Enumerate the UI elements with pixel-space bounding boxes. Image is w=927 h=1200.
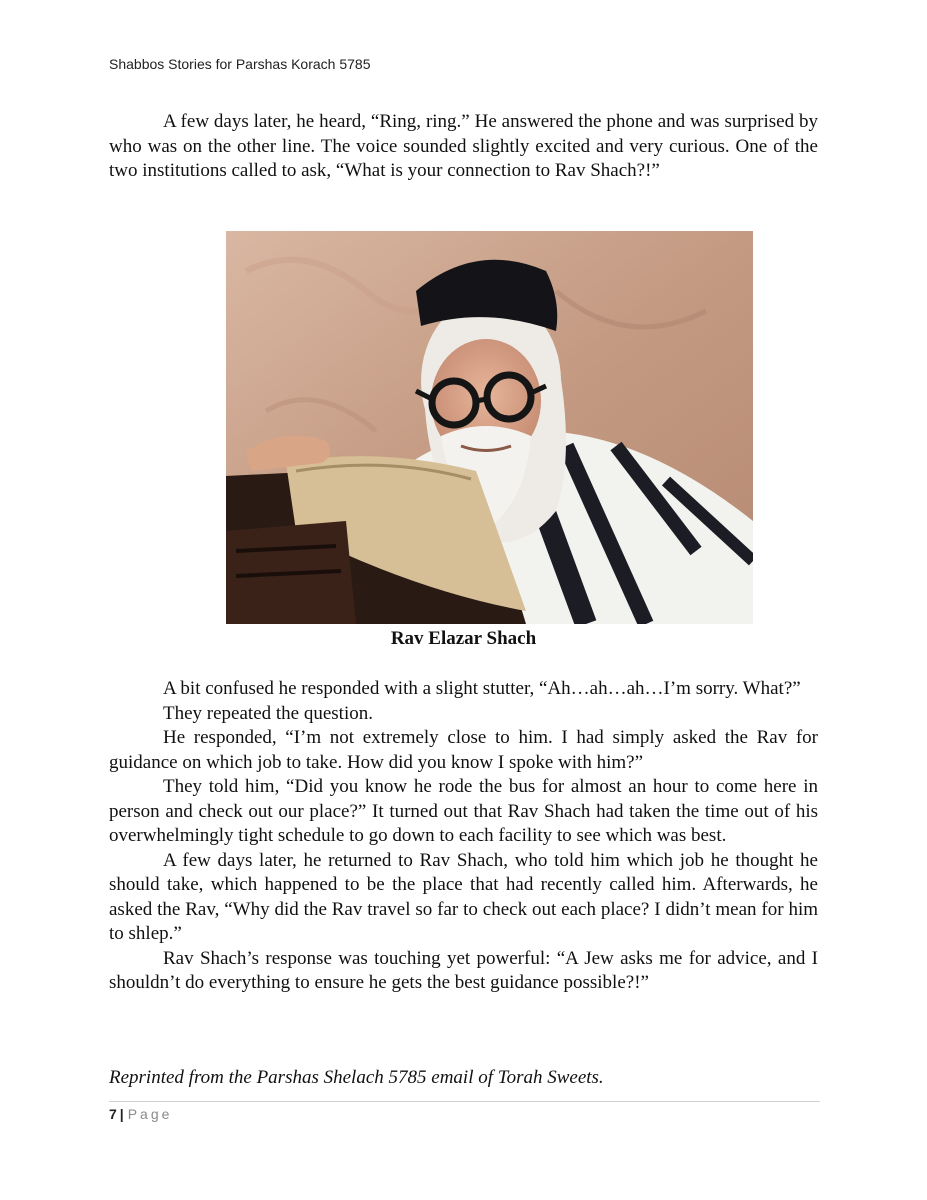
body-paragraph: They repeated the question. — [163, 702, 373, 724]
intro-paragraph: A few days later, he heard, “Ring, ring.” He answered the phone and was surprised by who was on the other line. The voice sounded slightly excited and very curious. One of the two institutions called to ask, “What is your connection to Rav Shach?!” — [109, 111, 818, 181]
body-paragraph: They told him, “Did you know he rode the bus for almost an hour to come here in person and check out our place?” It turned out that Rav Shach had taken the time out of his overwhelmingly tight schedule to go down to each facility to see which was best. — [109, 776, 818, 846]
photo-caption: Rav Elazar Shach — [390, 628, 537, 649]
body-paragraph: Rav Shach’s response was touching yet powerful: “A Jew asks me for advice, and I shouldn’t do everything to ensure he gets the best guidance possible?!” — [109, 947, 818, 993]
running-header: Shabbos Stories for Parshas Korach 5785 — [109, 56, 371, 72]
body-paragraph: A bit confused he responded with a slight stutter, “Ah…ah…ah…I’m sorry. What?” — [163, 678, 801, 699]
page-number: 7 — [109, 1106, 117, 1122]
story-body — [109, 677, 818, 996]
body-paragraph: He responded, “I’m not extremely close to him. I had simply asked the Rav for guidance on which job to take. How did you know I spoke with him?” — [109, 727, 818, 773]
footer-divider — [109, 1101, 820, 1102]
reprint-credit: Reprinted from the Parshas Shelach 5785 email of Torah Sweets. — [109, 1067, 604, 1088]
body-paragraph: A few days later, he returned to Rav Shach, who told him which job he thought he should take, which happened to be the place that had recently called him. Afterwards, he asked the Rav, “Why did the Rav travel so far to check out each place? I didn’t mean for him to shlep.” — [109, 849, 818, 944]
intro-text — [109, 110, 818, 184]
page-footer — [109, 1106, 172, 1122]
footer-separator: | — [119, 1106, 124, 1122]
page-label: Page — [127, 1106, 173, 1122]
portrait-photo — [226, 231, 753, 624]
